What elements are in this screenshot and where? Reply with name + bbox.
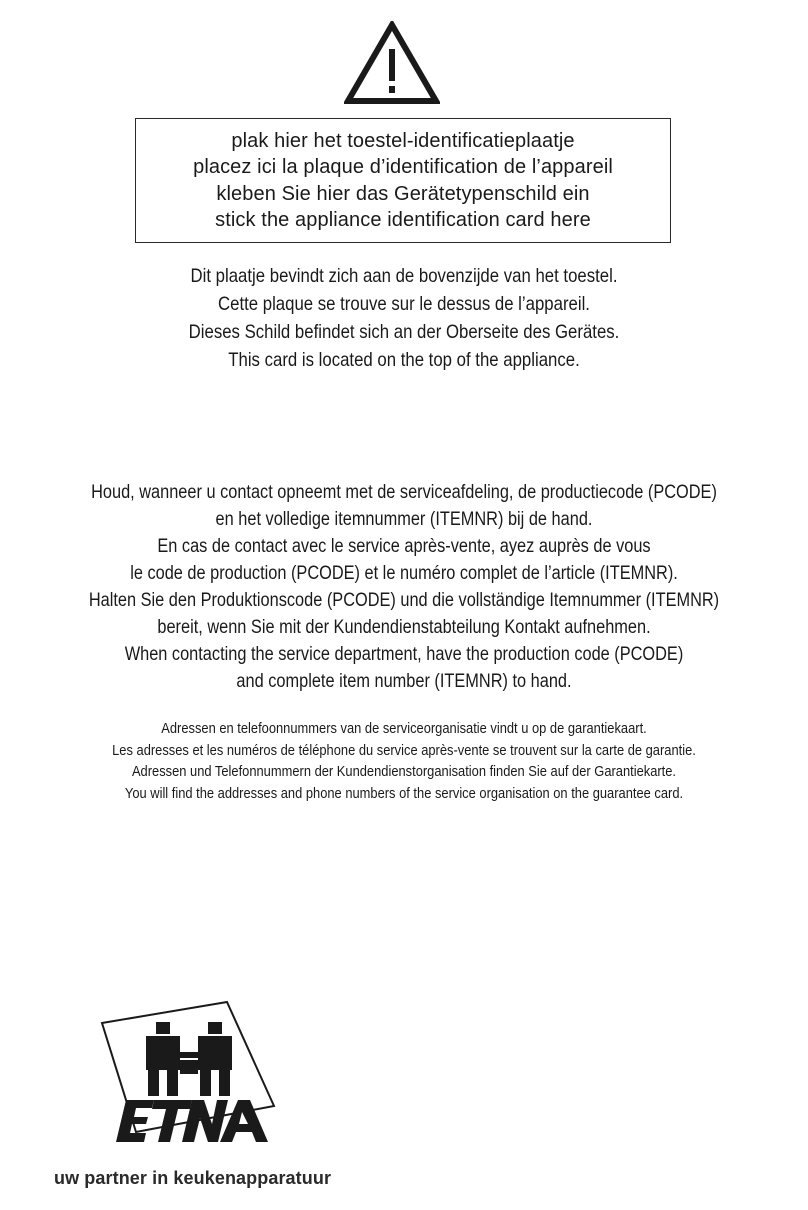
- etna-logo: [96, 1000, 286, 1162]
- addresses-note: [0, 718, 808, 804]
- contact-line-3: En cas de contact avec le service après-vente, ayez auprès de vous: [157, 536, 651, 557]
- address-line-nl: Adressen en telefoonnummers van de serviceorganisatie vindt u op de garantiekaart.: [161, 720, 647, 737]
- contact-line-4: le code de production (PCODE) et le numéro complet de l’article (ITEMNR).: [130, 563, 678, 584]
- id-card-placeholder-box: [135, 118, 671, 243]
- id-card-line-fr: placez ici la plaque d’identification de l’appareil: [193, 156, 613, 178]
- contact-line-5: Halten Sie den Produktionscode (PCODE) und die vollständige Itemnummer (ITEMNR): [88, 590, 720, 611]
- id-card-line-en: stick the appliance identification card here: [215, 209, 591, 231]
- address-line-fr: Les adresses et les numéros de téléphone du service après-vente se trouvent sur la carte de garantie.: [112, 741, 696, 759]
- location-line-nl: Dit plaatje bevindt zich aan de bovenzijde van het toestel.: [190, 265, 618, 287]
- warning-triangle-icon: [344, 21, 440, 105]
- contact-line-6: bereit, wenn Sie mit der Kundendienstabteilung Kontakt aufnehmen.: [157, 617, 651, 638]
- contact-line-1: Houd, wanneer u contact opneemt met de serviceafdeling, de productiecode (PCODE): [91, 482, 717, 503]
- location-line-en: This card is located on the top of the appliance.: [228, 349, 580, 371]
- address-line-en: You will find the addresses and phone numbers of the service organisation on the guarantee card.: [124, 784, 684, 802]
- contact-line-2: en het volledige itemnummer (ITEMNR) bij de hand.: [215, 509, 593, 530]
- location-note: [0, 262, 808, 374]
- address-line-de: Adressen und Telefonnummern der Kundendienstorganisation finden Sie auf der Garantiekarte.: [131, 763, 677, 780]
- id-card-line-nl: plak hier het toestel-identificatieplaatje: [231, 129, 575, 152]
- service-contact-note: [0, 479, 808, 695]
- location-line-de: Dieses Schild befindet sich an der Oberseite des Gerätes.: [188, 321, 620, 343]
- contact-line-8: and complete item number (ITEMNR) to hand.: [236, 671, 572, 692]
- brand-tagline: uw partner in keukenapparatuur: [54, 1168, 332, 1188]
- contact-line-7: When contacting the service department, have the production code (PCODE): [124, 644, 684, 665]
- id-card-line-de: kleben Sie hier das Gerätetypenschild ein: [216, 182, 590, 205]
- location-line-fr: Cette plaque se trouve sur le dessus de l’appareil.: [218, 293, 590, 315]
